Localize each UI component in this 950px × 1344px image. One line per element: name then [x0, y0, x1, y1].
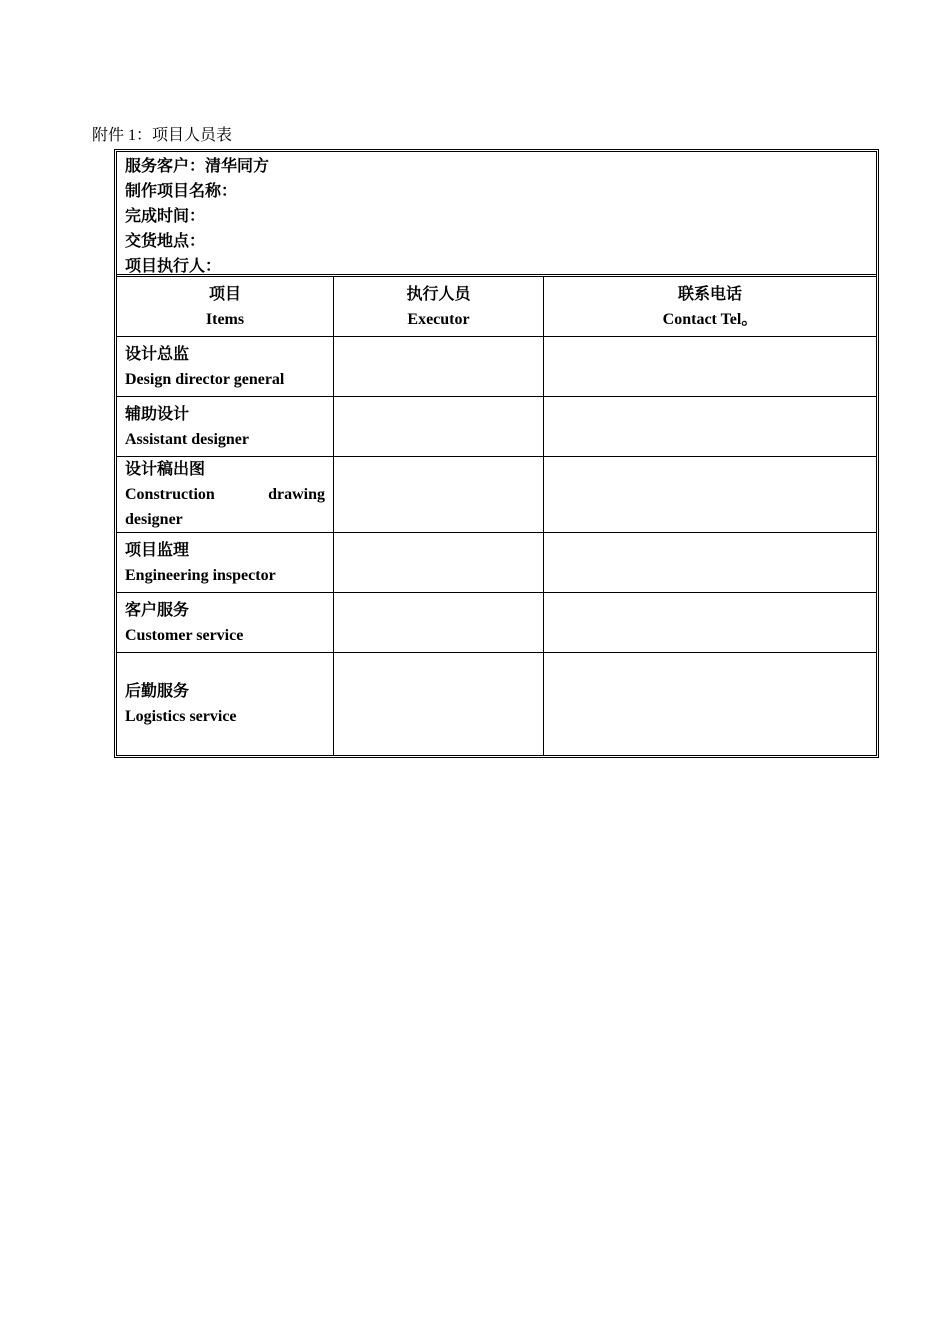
table-row	[117, 457, 876, 533]
header-cell-items	[117, 277, 334, 336]
attachment-caption: 附件 1：项目人员表	[92, 127, 233, 144]
client-line: 服务客户：清华同方	[125, 158, 270, 175]
item-name-cn: 设计稿出图	[125, 461, 206, 478]
item-name-cn: 辅助设计	[125, 405, 190, 423]
executor-cell[interactable]	[334, 337, 544, 396]
executor-cell[interactable]	[334, 457, 544, 532]
project-info-block	[117, 152, 876, 277]
header-executor-cn: 执行人员	[406, 285, 471, 303]
item-name-en: Design director general	[125, 370, 285, 388]
item-name-en: Customer service	[125, 626, 244, 644]
item-cell	[117, 533, 334, 592]
project-name-line: 制作项目名称：	[125, 183, 238, 200]
header-executor-en: Executor	[407, 310, 470, 328]
item-name-en: Construction drawing designer	[125, 486, 325, 528]
table-row	[117, 653, 876, 755]
completion-time-line: 完成时间：	[125, 208, 206, 225]
project-executor-line: 项目执行人：	[125, 258, 222, 275]
executor-cell[interactable]	[334, 593, 544, 652]
header-row	[117, 277, 876, 337]
header-cell-contact	[544, 277, 876, 336]
executor-cell[interactable]	[334, 653, 544, 755]
contact-tel-cell[interactable]	[544, 533, 876, 592]
personnel-table	[114, 149, 879, 758]
delivery-place-line: 交货地点：	[125, 233, 206, 250]
table-row	[117, 337, 876, 397]
executor-cell[interactable]	[334, 533, 544, 592]
personnel-grid	[117, 277, 876, 755]
item-name-cn: 客户服务	[125, 601, 190, 619]
item-name-cn: 设计总监	[125, 345, 190, 363]
header-contact-en: Contact Tel。	[662, 310, 758, 328]
header-cell-executor	[334, 277, 544, 336]
item-name-en: Assistant designer	[125, 430, 250, 448]
item-name-en: Logistics service	[125, 708, 237, 725]
item-cell	[117, 457, 334, 532]
item-cell	[117, 593, 334, 652]
item-name-cn: 项目监理	[125, 541, 190, 559]
header-items-en: Items	[205, 310, 245, 328]
contact-tel-cell[interactable]	[544, 593, 876, 652]
item-cell	[117, 337, 334, 396]
item-cell	[117, 653, 334, 755]
header-items-cn: 项目	[208, 285, 241, 303]
contact-tel-cell[interactable]	[544, 397, 876, 456]
contact-tel-cell[interactable]	[544, 337, 876, 396]
table-row	[117, 533, 876, 593]
table-row	[117, 593, 876, 653]
item-name-en: Engineering inspector	[125, 566, 276, 584]
item-cell	[117, 397, 334, 456]
contact-tel-cell[interactable]	[544, 653, 876, 755]
executor-cell[interactable]	[334, 397, 544, 456]
item-name-cn: 后勤服务	[125, 683, 190, 700]
contact-tel-cell[interactable]	[544, 457, 876, 532]
header-contact-cn: 联系电话	[677, 285, 742, 303]
table-row	[117, 397, 876, 457]
